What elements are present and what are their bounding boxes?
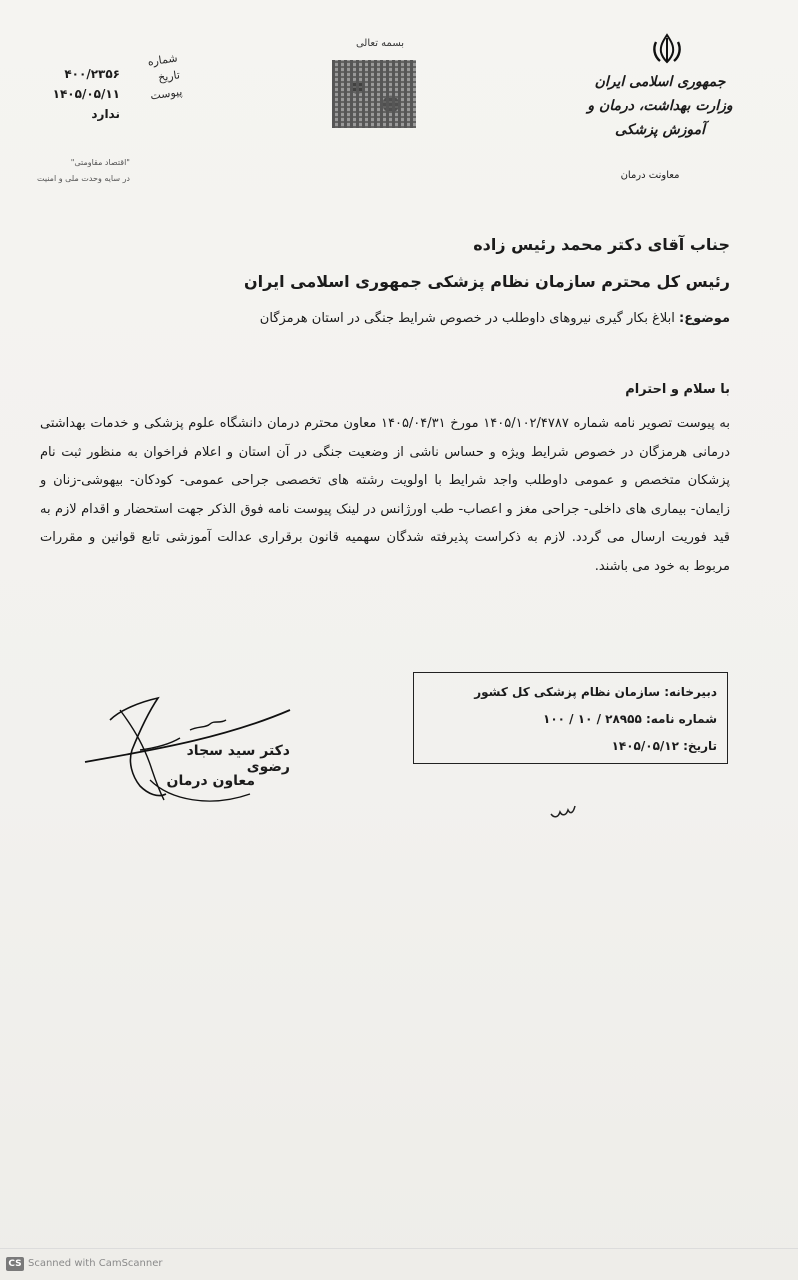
signatory-name: دکتر سید سجاد رضوی bbox=[186, 743, 290, 775]
iran-emblem-icon bbox=[650, 32, 684, 66]
meta-values bbox=[40, 64, 120, 124]
registry-date: تاریخ: ۱۴۰۵/۰۵/۱۲ bbox=[611, 739, 717, 753]
letter-number-value: ۴۰۰/۲۳۵۶ bbox=[64, 67, 120, 81]
department-label: معاونت درمان bbox=[620, 170, 680, 181]
greeting: با سلام و احترام bbox=[625, 382, 730, 397]
motto-text bbox=[0, 155, 130, 187]
letter-attachment-value: ندارد bbox=[91, 107, 120, 121]
letter-attachment-label: پیوست bbox=[149, 85, 184, 103]
letter-body: به پیوست تصویر نامه شماره ۱۴۰۵/۱۰۲/۴۷۸۷ مورخ ۱۴۰۵/۰۴/۳۱ معاون محترم درمان دانشگاه علوم پزشکی و خدمات بهداشتی درمانی هرمزگان در خصوص شرایط ویژه و حساس ناشی از وضعیت جنگی در آن استان و اعلام فراخوان به منظور ثبت نام پزشکان متخصص و عمومی داوطلب واجد شرایط با اولویت رشته های تخصصی جراحی عمومی- کودکان- بیهوشی-زنان و زایمان- بیماری های داخلی- جراحی مغز و اعصاب- طب اورژانس در لینک پیوست نامه فوق الذکر جهت استحضار و اقدام لازم به قید فوریت ارسال می گردد. لازم به ذکراست پذیرفته شدگان سهمیه قانون برقراری عدالت آموزشی تابع قوانین و مقررات مربوط به خود می باشند. bbox=[40, 416, 730, 574]
qr-code bbox=[332, 60, 416, 128]
besmeh-text: بسمه تعالی bbox=[355, 38, 405, 49]
scanner-watermark-text: Scanned with CamScanner bbox=[28, 1258, 163, 1269]
subject-line bbox=[260, 311, 730, 326]
letter-date-value: ۱۴۰۵/۰۵/۱۱ bbox=[52, 87, 120, 101]
motto-line2: در سایه وحدت ملی و امنیت bbox=[37, 174, 130, 183]
subject-label: موضوع: bbox=[679, 311, 730, 326]
scanner-footer bbox=[0, 1248, 798, 1280]
handwritten-mark-icon bbox=[548, 800, 578, 822]
footer-divider bbox=[0, 1248, 798, 1249]
motto-line1: "اقتصاد مقاومتی" bbox=[70, 158, 130, 167]
ministry-line2: وزارت بهداشت، درمان و آموزش پزشکی bbox=[587, 98, 733, 138]
addressee-line2: رئیس کل محترم سازمان نظام پزشکی جمهوری اسلامی ایران bbox=[244, 272, 730, 291]
meta-labels bbox=[137, 49, 184, 105]
registry-office: دبیرخانه: سازمان نظام پزشکی کل کشور bbox=[474, 685, 717, 699]
letter-number-label: شماره bbox=[146, 51, 179, 69]
addressee-line1: جناب آقای دکتر محمد رئیس زاده bbox=[473, 235, 730, 254]
letter-date-label: تاریخ bbox=[157, 68, 181, 85]
signatory-title: معاون درمان bbox=[166, 773, 255, 789]
letter-meta-block bbox=[40, 51, 184, 132]
ministry-line1: جمهوری اسلامی ایران bbox=[594, 74, 726, 90]
ministry-header bbox=[580, 70, 740, 142]
registry-number: شماره نامه: ۲۸۹۵۵ / ۱۰ / ۱۰۰ bbox=[543, 712, 717, 726]
subject-text: ابلاغ بکار گیری نیروهای داوطلب در خصوص شرایط جنگی در استان هرمزگان bbox=[259, 311, 675, 326]
registry-stamp-box bbox=[413, 672, 728, 764]
camscanner-logo-icon: CS bbox=[6, 1257, 24, 1271]
